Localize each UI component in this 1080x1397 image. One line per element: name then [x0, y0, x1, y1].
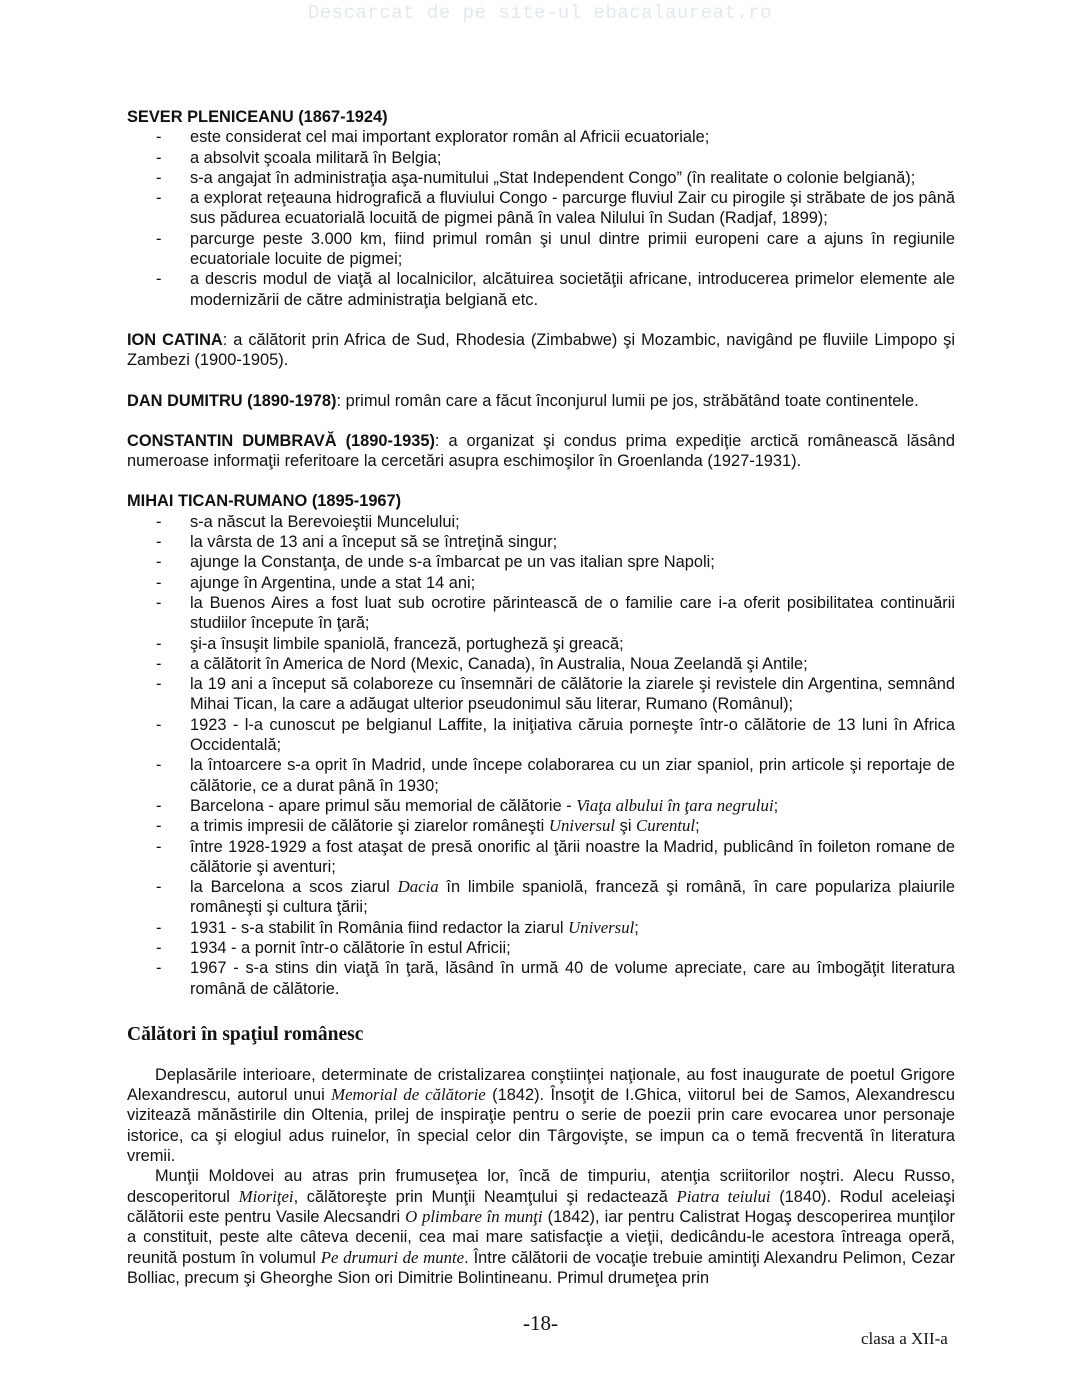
watermark: Descarcat de pe site-ul ebacalaureat.ro	[307, 2, 773, 24]
document-body	[127, 107, 955, 1288]
list-item: - la Buenos Aires a fost luat sub ocrotire părintească de o familie care i-a oferit posibilitatea continuării studiilor începute în ţară;	[127, 593, 955, 634]
list-item: - ajunge în Argentina, unde a stat 14 ani;	[127, 573, 955, 593]
newspaper-title: Universul	[548, 816, 616, 836]
book-title: Mioriţei	[238, 1186, 294, 1206]
class-label: clasa a XII-a	[861, 1329, 948, 1348]
list-item: - 1967 - s-a stins din viaţă în ţară, lăsând în urmă 40 de volume apreciate, care au îmbogăţit literatura română de călătorie.	[127, 958, 955, 999]
newspaper-title: Universul	[568, 917, 635, 937]
list-item: - s-a născut la Berevoieştii Muncelului;	[127, 512, 955, 532]
newspaper-title: Curentul	[636, 816, 696, 836]
list-item: - la Barcelona a scos ziarul Dacia în limbile spaniolă, franceză şi română, în care populariza plaiurile româneşti şi cultura ţării;	[127, 877, 955, 918]
section-title: Călători în spaţiul românesc	[127, 1023, 364, 1045]
list-item: - între 1928-1929 a fost ataşat de presă onorific al ţării noastre la Madrid, publicând în foileton romane de călătorie şi aventuri;	[127, 837, 955, 878]
list-item: - la vârsta de 13 ani a început să se întreţină singur;	[127, 532, 955, 552]
list-item: - este considerat cel mai important explorator român al Africii ecuatoriale;	[127, 127, 955, 147]
list-item: - la 19 ani a început să colaboreze cu însemnări de călătorie la ziarele şi revistele din Argentina, semnând Mihai Tican, la care a adăugat ulterior pseudonimul său literar, Rumano (Românul);	[127, 674, 955, 715]
tican-list	[127, 512, 955, 999]
list-item: - şi-a însuşit limbile spaniolă, franceză, portugheză şi greacă;	[127, 634, 955, 654]
page-number: -18-	[523, 1311, 558, 1335]
book-title: Memorial de călătorie	[331, 1085, 486, 1105]
list-item: - la întoarcere s-a oprit în Madrid, unde începe colaborarea cu un ziar spaniol, prin articole şi reportaje de călătorie, ce a durat până în 1930;	[127, 755, 955, 796]
book-title: Pe drumuri de munte	[320, 1247, 465, 1267]
list-item: - a călătorit în America de Nord (Mexic, Canada), în Australia, Noua Zeelandă şi Antile;	[127, 654, 955, 674]
list-item: - parcurge peste 3.000 km, fiind primul român şi unul dintre primii europeni care a ajuns în regiunile ecuatoriale locuite de pigmei;	[127, 229, 955, 270]
list-item: - a descris modul de viaţă al localnicilor, alcătuirea societăţii africane, introducerea primelor elemente ale modernizării de către administraţia belgiană etc.	[127, 269, 955, 310]
heading-pleniceanu: SEVER PLENICEANU (1867-1924)	[127, 108, 388, 126]
list-item: - s-a angajat în administraţia aşa-numitului „Stat Independent Congo” (în realitate o colonie belgiană);	[127, 168, 955, 188]
book-title: Piatra teiului	[676, 1186, 771, 1206]
book-title: Viaţa albului în ţara negrului	[576, 795, 774, 815]
name-dumbrava: CONSTANTIN DUMBRAVĂ (1890-1935)	[127, 431, 435, 450]
list-item: - 1923 - l-a cunoscut pe belgianul Laffite, la iniţiativa căruia porneşte într-o călătorie de 13 luni în Africa Occidentală;	[127, 715, 955, 756]
body-paragraph: Munţii Moldovei au atras prin frumuseţea lor, încă de timpuriu, atenţia scriitorilor noştri. Alecu Russo, descoperitorul Mioriţei, călătoreşte prin Munţii Neamţului şi redactează Piatra teiului (1840). Rodul aceleiaşi călătorii este pentru Vasile Alecsandri O plimbare în munţi (1842), iar pentru Calistrat Hogaş descoperirea munţilor a constituit, peste alte câteva decenii, cea mai mare satisfacţie a vieţii, dedicându-le acestora întreaga operă, reunită postum în volumul Pe drumuri de munte. Între călătorii de vocaţie trebuie amintiţi Alexandru Pelimon, Cezar Bolliac, precum şi Gheorghe Sion ori Dimitrie Bolintineanu. Primul drumeţea prin	[127, 1167, 955, 1287]
list-item: - ajunge la Constanţa, de unde s-a îmbarcat pe un vas italian spre Napoli;	[127, 552, 955, 572]
paragraph-dumbrava: CONSTANTIN DUMBRAVĂ (1890-1935): a organizat şi condus prima expediţie arctică românească lăsând numeroase informaţii referitoare la cercetări asupra eschimoşilor în Groenlanda (1927-1931).	[127, 431, 955, 471]
book-title: O plimbare în munţi	[405, 1206, 543, 1226]
list-item: - a trimis impresii de călătorie şi ziarelor româneşti Universul şi Curentul;	[127, 816, 955, 836]
list-item: - 1931 - s-a stabilit în România fiind redactor la ziarul Universul;	[127, 918, 955, 938]
heading-tican: MIHAI TICAN-RUMANO (1895-1967)	[127, 492, 402, 511]
newspaper-title: Dacia	[397, 877, 439, 897]
pleniceanu-list	[127, 127, 955, 310]
name-dumitru: DAN DUMITRU (1890-1978)	[127, 391, 337, 410]
paragraph-dumitru: DAN DUMITRU (1890-1978): primul român care a făcut înconjurul lumii pe jos, străbătând toate continentele.	[127, 391, 919, 410]
body-paragraph: Deplasările interioare, determinate de cristalizarea conştiinţei naţionale, au fost inaugurate de poetul Grigore Alexandrescu, autorul unui Memorial de călătorie (1842). Însoţit de I.Ghica, viitorul bei de Samos, Alexandrescu vizitează mănăstirile din Oltenia, prilej de inspiraţie pentru o serie de poezii prin care evocarea unor personaje istorice, ca şi elogiul adus ruinelor, în special celor din Târgovişte, se impun ca o temă frecventă în literatura vremii.	[127, 1065, 955, 1166]
paragraph-catina: ION CATINA: a călătorit prin Africa de Sud, Rhodesia (Zimbabwe) şi Mozambic, navigând pe fluviile Limpopo şi Zambezi (1900-1905).	[127, 330, 956, 370]
list-item: - 1934 - a pornit într-o călătorie în estul Africii;	[127, 938, 955, 958]
name-catina: ION CATINA	[127, 330, 223, 349]
list-item: - a explorat reţeauna hidrografică a fluviului Congo - parcurge fluviul Zair cu pirogile şi străbate de jos până sus pădurea ecuatorială locuită de pigmei până în valea Nilului în Sudan (Radjaf, 1899);	[127, 188, 955, 229]
list-item: - a absolvit şcoala militară în Belgia;	[127, 148, 955, 168]
list-item: - Barcelona - apare primul său memorial de călătorie - Viaţa albului în ţara negrului;	[127, 796, 955, 816]
